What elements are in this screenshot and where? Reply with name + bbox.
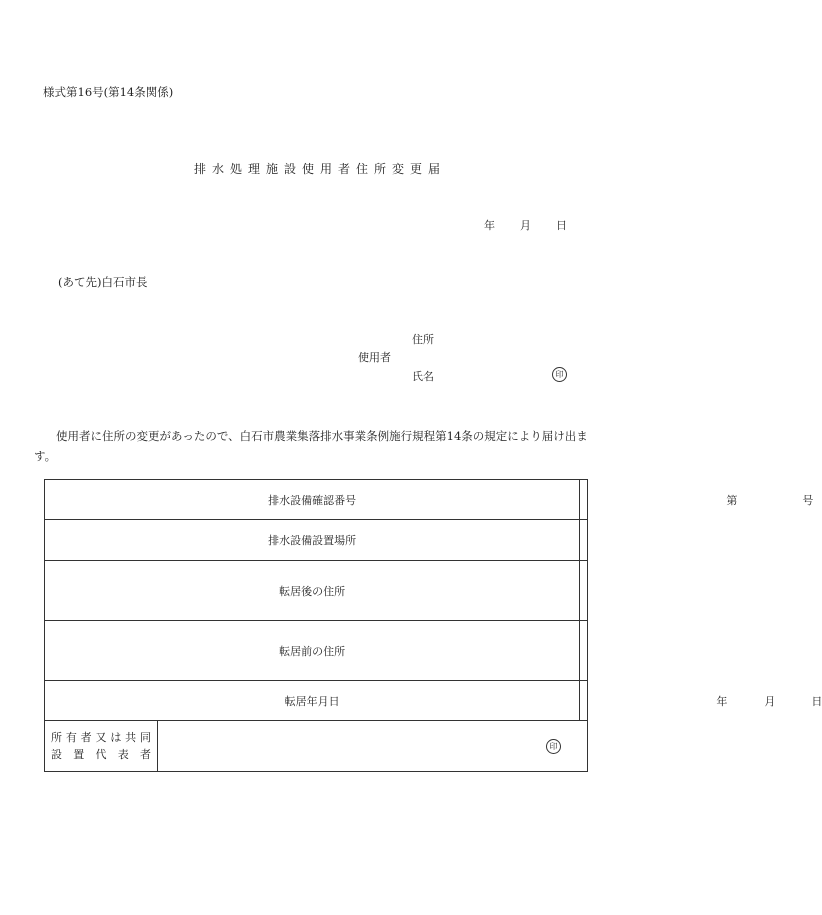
table-row xyxy=(45,621,588,681)
applicant-seal-mark: 印 xyxy=(552,367,567,382)
owner-label-char: 者 xyxy=(140,748,151,761)
owner-label-char: 同 xyxy=(139,731,151,744)
table-row xyxy=(45,681,588,721)
owner-label-line1 xyxy=(51,729,151,746)
confirmation-number-field[interactable] xyxy=(580,480,814,520)
applicant-name-label: 氏名 xyxy=(412,370,434,383)
move-date-field[interactable] xyxy=(580,681,822,721)
row-label-owner-representative xyxy=(45,721,158,772)
owner-label-line2 xyxy=(51,746,151,763)
row-label-move-date: 転居年月日 xyxy=(45,681,580,721)
change-form-table xyxy=(44,479,822,772)
row-label-new-address: 転居後の住所 xyxy=(45,561,580,621)
row-label-previous-address: 転居前の住所 xyxy=(45,621,580,681)
owner-label-char: 置 xyxy=(73,748,85,761)
owner-label-char: 共 xyxy=(125,731,137,744)
owner-seal-mark: 印 xyxy=(546,739,561,754)
owner-label-char: 者 xyxy=(80,731,92,744)
move-date-month: 月 xyxy=(764,695,776,708)
date-month-label: 月 xyxy=(520,219,531,232)
owner-label-char: は xyxy=(110,731,122,744)
move-date-day: 日 xyxy=(811,695,822,708)
applicant-address-label: 住所 xyxy=(412,333,434,346)
date-year-label: 年 xyxy=(484,219,495,232)
owner-representative-field[interactable] xyxy=(158,721,588,772)
owner-label-char: 所 xyxy=(51,731,62,744)
table-row xyxy=(45,721,588,772)
table-row xyxy=(45,520,588,561)
number-prefix: 第 xyxy=(726,494,738,507)
installation-location-field[interactable] xyxy=(580,520,588,561)
owner-label-char: 代 xyxy=(95,748,107,761)
applicant-role-label: 使用者 xyxy=(358,351,391,364)
previous-address-field[interactable] xyxy=(580,621,588,681)
owner-label-char: 表 xyxy=(117,748,129,761)
number-suffix: 号 xyxy=(802,494,814,507)
owner-label-char: 有 xyxy=(65,731,77,744)
form-number: 様式第16号(第14条関係) xyxy=(43,85,174,99)
move-date-year: 年 xyxy=(716,695,728,708)
date-day-label: 日 xyxy=(556,219,567,232)
row-label-installation-location: 排水設備設置場所 xyxy=(45,520,580,561)
document-title: 排水処理施設使用者住所変更届 xyxy=(193,162,446,176)
row-label-confirmation-number: 排水設備確認番号 xyxy=(45,480,580,520)
new-address-field[interactable] xyxy=(580,561,588,621)
addressee: (あて先)白石市長 xyxy=(58,275,148,289)
table-row xyxy=(45,561,588,621)
owner-label-char: 設 xyxy=(51,748,62,761)
declaration-text: 使用者に住所の変更があったので、白石市農業集落排水事業条例施行規程第14条の規定により届け出ます。 xyxy=(34,429,588,463)
table-row xyxy=(45,480,588,520)
owner-label-char: 又 xyxy=(95,731,107,744)
